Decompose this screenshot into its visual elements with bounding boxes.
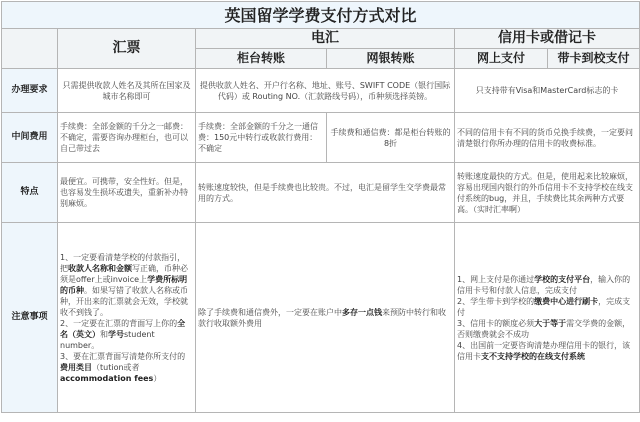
procedure-card-cell: 只支持带有Visa和MasterCard标志的卡: [455, 69, 640, 113]
header-bank-draft: 汇票: [58, 29, 196, 69]
fees-counter-cell: 手续费：全部金额的千分之一通信费：150元中转行或收款行费用：不确定: [196, 113, 327, 163]
notes-draft-cell: [58, 223, 196, 413]
notes-wire-cell: 除了手续费和通信费外，一定要在账户中多存一点钱来预防中转行和收款行收取额外费用: [196, 223, 455, 413]
fees-card-cell: 不同的信用卡有不同的货币兑换手续费，一定要问清楚银行你所办理的信用卡的收费标准。: [455, 113, 640, 163]
header-card: 信用卡或借记卡: [455, 29, 640, 49]
comparison-table: [1, 1, 640, 413]
table-title: 英国留学学费支付方式对比: [2, 2, 640, 29]
row-label-features: 特点: [2, 163, 58, 223]
header-card-on-campus: 带卡到校支付: [548, 49, 640, 69]
features-card-cell: 转账速度最快的方式。但是，使用起来比较麻烦，容易出现国内银行的外币信用卡不支持学校在线支付系统的bug，并且，手续费比其余两种方式要高。（实时汇率啊）: [455, 163, 640, 223]
procedure-draft-cell: 只需提供收款人姓名及其所在国家及城市名称即可: [58, 69, 196, 113]
table-row: [2, 113, 640, 163]
notes-card-item-1: 1、网上支付是你通过学校的支付平台，输入你的信用卡号和付款人信息，完成支付: [457, 274, 631, 295]
notes-card-item-2: 2、学生带卡到学校的缴费中心进行刷卡，完成支付: [457, 296, 631, 317]
header-online-payment: 网上支付: [455, 49, 548, 69]
features-draft-cell: 最便宜。可携带，安全性好。但是，也容易发生损坏或遗失，重新补办特别麻烦。: [58, 163, 196, 223]
notes-draft-item-1: 1、一定要看清楚学校的付款指引，把收款人名称和金额写正确，币种必须是offer上或invoice上学费所标明的币种。如果写错了收款人名称或币种，开出来的汇票就会无效，学校就收不到钱了。: [60, 252, 188, 317]
row-label-fees: 中间费用: [2, 113, 58, 163]
table-row: [2, 69, 640, 113]
header-online-banking: 网银转账: [327, 49, 455, 69]
notes-card-cell: [455, 223, 640, 413]
table-row: [2, 163, 640, 223]
corner-cell: [2, 29, 58, 69]
notes-card-item-3: 3、信用卡的额度必须大于等于需交学费的金额，否则缴费就会不成功: [457, 318, 631, 339]
features-wire-cell: 转账速度较快，但是手续费也比较贵。不过，电汇是留学生交学费最常用的方式。: [196, 163, 455, 223]
notes-draft-item-2: 2、一定要在汇票的背面写上你的全名（英文）和学号student number。: [60, 318, 186, 350]
row-label-procedure: 办理要求: [2, 69, 58, 113]
fees-online-cell: 手续费和通信费：都是柜台转账的8折: [327, 113, 455, 163]
notes-draft-item-3: 3、要在汇票背面写清楚你所支付的费用类目（tution或者accommodation fees）: [60, 351, 186, 383]
procedure-wire-cell: 提供收款人姓名、开户行名称、地址、账号、SWIFT CODE（银行国际代码）或 Routing NO.（汇款路线号码），币种须选择英镑。: [196, 69, 455, 113]
fees-draft-cell: 手续费：全部金额的千分之一邮费：不确定，需要咨询办理柜台，也可以自己带过去: [58, 113, 196, 163]
header-wire-transfer: 电汇: [196, 29, 455, 49]
table-row: [2, 223, 640, 413]
row-label-notes: 注意事项: [2, 223, 58, 413]
header-counter-transfer: 柜台转账: [196, 49, 327, 69]
notes-card-item-4: 4、出国前一定要咨询清楚办理信用卡的银行，该信用卡支不支持学校的在线支付系统: [457, 340, 631, 361]
